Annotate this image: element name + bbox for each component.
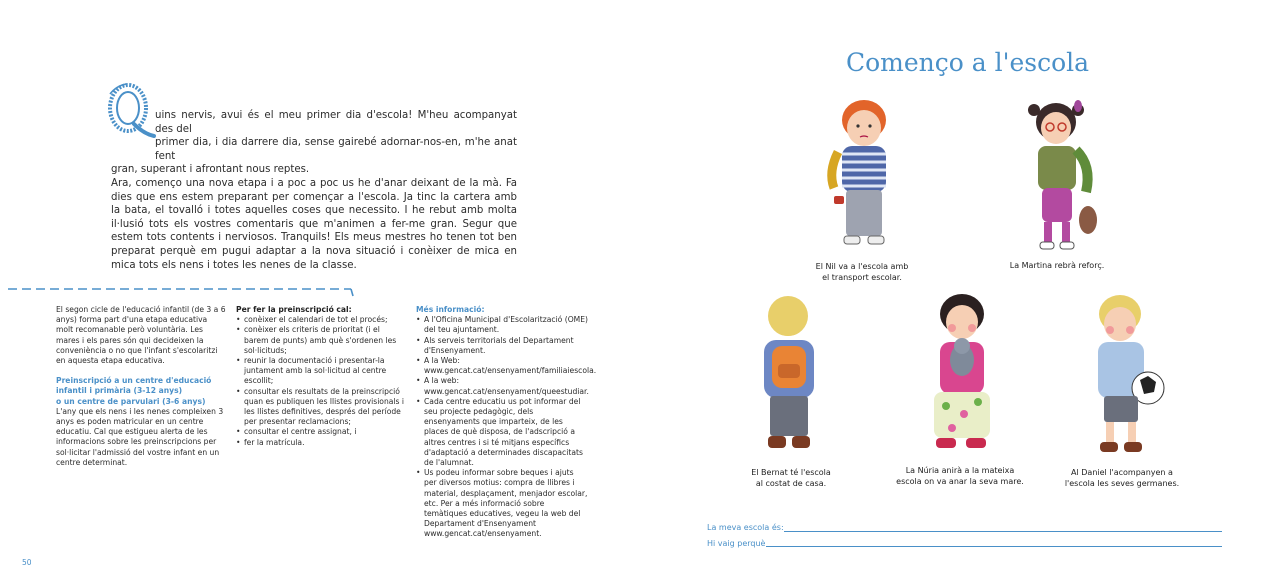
caption-daniel-line1: Al Daniel l'acompanyen a [1071, 468, 1173, 477]
child-bernat-illustration [748, 292, 832, 464]
caption-daniel-line2: l'escola les seves germanes. [1064, 479, 1180, 488]
intro-line-1: uins nervis, avui és el meu primer dia d'escola! M'heu acompanyat des del [155, 110, 517, 135]
info-column-1 [56, 305, 226, 468]
caption-nil [800, 261, 924, 283]
child-daniel-illustration [1074, 290, 1170, 464]
caption-nuria-line2: escola on va anar la seva mare. [896, 477, 1024, 486]
child-martina-illustration [1016, 96, 1112, 256]
list-item: • consultar el centre assignat, i [236, 427, 404, 437]
column3-heading: Més informació: [416, 305, 485, 314]
intro-line-2: primer dia, i dia darrere dia, sense gairebé adornar-nos-en, m'he anat fent [155, 137, 517, 162]
caption-bernat-line1: El Bernat té l'escola [751, 468, 831, 477]
list-item: • reunir la documentació i presentar-la juntament amb la sol·licitud al centre escollit; [236, 356, 404, 387]
info-column-3 [416, 305, 597, 540]
info-column-2 [236, 305, 404, 448]
caption-bernat-line2: al costat de casa. [755, 479, 827, 488]
list-item: • Cada centre educatiu us pot informar del seu projecte pedagògic, dels ensenyaments que imparteix, de les places de què disposa, de l'adscripció a altres centres i si té mitjans específics d'adaptació a determinades discapacitats de l'alumnat. [416, 397, 588, 468]
list-item: • A la Web: www.gencat.cat/ensenyament/familiaiescola. [416, 356, 588, 376]
column2-list [236, 315, 404, 448]
caption-nuria [888, 465, 1032, 487]
child-nil-illustration [818, 92, 908, 258]
caption-bernat [730, 467, 852, 489]
page-title: Començo a l'escola [846, 48, 1090, 77]
list-item: • fer la matrícula. [236, 438, 404, 448]
column1-paragraph: El segon cicle de l'educació infantil (de 3 a 6 anys) forma part d'una etapa educativa molt recomanable però voluntària. Les mares i els pares són qui decideixen la conveniència o no que l'infant s'escolaritzi en aquesta etapa educativa. [56, 305, 226, 366]
list-item: • Als serveis territorials del Departament d'Ensenyament. [416, 336, 588, 356]
column1-heading-line1: Preinscripció a un centre d'educació [56, 376, 212, 386]
dashed-separator [8, 284, 358, 298]
list-item: • A la web: www.gencat.cat/ensenyament/queestudiar. [416, 376, 588, 396]
column3-list [416, 315, 597, 539]
caption-martina-line1: La Martina rebrà reforç. [1009, 261, 1105, 270]
caption-daniel [1056, 467, 1188, 489]
caption-martina [994, 260, 1120, 271]
caption-nil-line1: El Nil va a l'escola amb [815, 262, 909, 271]
intro-line-3: gran, superant i afrontant nous reptes. [111, 164, 310, 176]
caption-nuria-line1: La Núria anirà a la mateixa [905, 466, 1015, 475]
column1-paragraph-2: L'any que els nens i les nenes compleixen 3 anys es poden matricular en un centre educatiu. Cal que estigueu alerta de les informacions sobre les preinscripcions per sol·licitar l'admissió del vostre infant en un centre determinat. [56, 406, 224, 467]
column2-heading: Per fer la preinscripció cal: [236, 305, 352, 314]
column1-heading-line3: o un centre de parvulari (3-6 anys) [56, 396, 206, 406]
intro-paragraph-2: Ara, començo una nova etapa i a poc a poc us he d'anar deixant de la mà. Fa dies que ens estem preparant per començar a l'escola. Ja tinc la cartera amb la bata, el tovalló i totes aquelles coses que necessito. I he rebut amb molta il·lusió tots els vostres comentaris que m'animen a fer-me gran. Segur que estem tots contents i nerviosos. Tranquils! Els meus mestres ho tenen tot ben preparat perquè em pugui adaptar a la nova situació i conèixer de mica en mica tots els nens i totes les nenes de la classe. [111, 177, 517, 271]
page-number: 50 [22, 558, 32, 567]
child-nuria-illustration [918, 288, 1008, 464]
caption-nil-line2: el transport escolar. [822, 273, 902, 282]
list-item: • consultar els resultats de la preinscripció quan es publiquen les llistes provisionals i les llistes definitives, després del període per presentar reclamacions; [236, 387, 404, 428]
reason-label: Hi vaig perquè [707, 539, 766, 548]
list-item: • conèixer els criteris de prioritat (i el barem de punts) amb què s'ordenen les sol·licituds; [236, 325, 404, 356]
list-item: • Us podeu informar sobre beques i ajuts per diversos motius: compra de llibres i material, desplaçament, menjador escolar, etc. Per a més informació sobre temàtiques educatives, vegeu la web del Departament d'Ensenyament www.gencat.cat/ensenyament. [416, 468, 588, 539]
reason-input-line[interactable] [766, 546, 1222, 547]
column1-heading-line2: infantil i primària (3-12 anys) [56, 386, 183, 396]
list-item: • conèixer el calendari de tot el procés; [236, 315, 404, 325]
school-label: La meva escola és: [707, 523, 784, 532]
intro-text [111, 109, 517, 272]
school-input-line[interactable] [784, 531, 1222, 532]
list-item: • A l'Oficina Municipal d'Escolarització (OME) del teu ajuntament. [416, 315, 588, 335]
